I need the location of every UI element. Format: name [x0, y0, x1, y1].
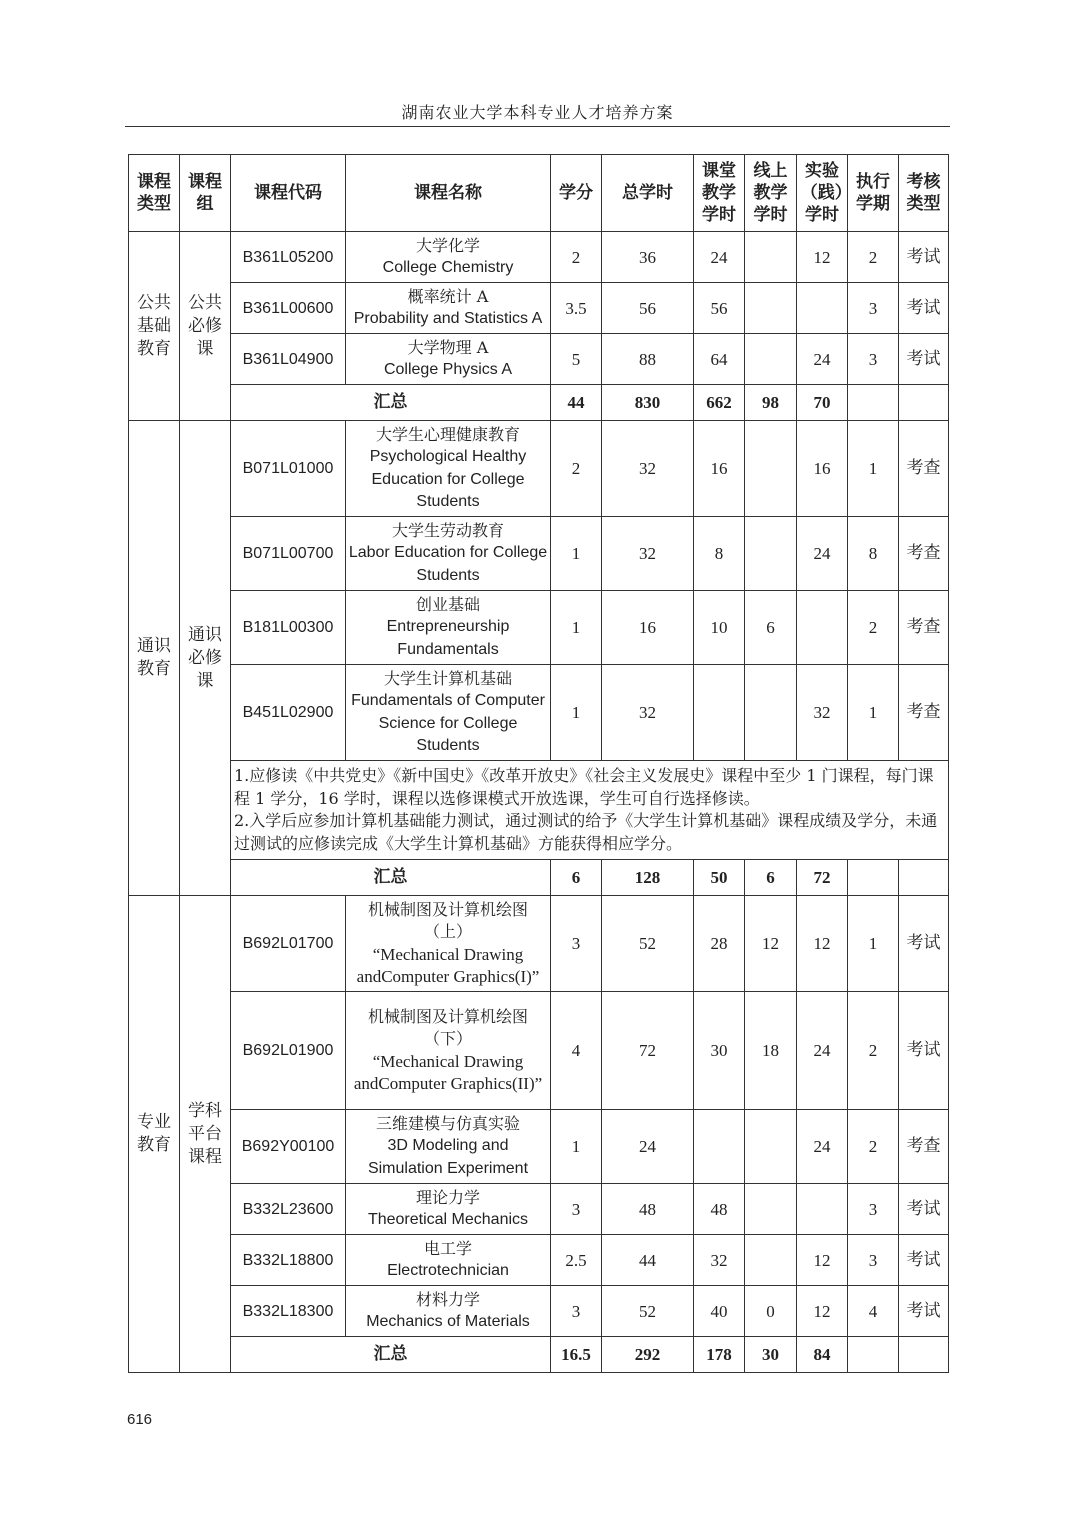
exam-type: 考试 — [899, 1286, 949, 1337]
course-code: B332L18300 — [231, 1286, 346, 1337]
course-name — [346, 334, 551, 385]
table-row — [129, 1235, 949, 1286]
summary-total: 292 — [602, 1337, 694, 1373]
col-total: 总学时 — [602, 155, 694, 232]
course-name — [346, 1110, 551, 1184]
col-classroom: 课堂教学学时 — [694, 155, 745, 232]
course-code: B071L00700 — [231, 517, 346, 591]
summary-online: 98 — [745, 385, 797, 421]
exam-type: 考试 — [899, 1184, 949, 1235]
classroom-hours: 16 — [694, 421, 745, 517]
exam-type: 考查 — [899, 517, 949, 591]
table-row — [129, 992, 949, 1110]
online-hours — [745, 283, 797, 334]
online-hours: 18 — [745, 992, 797, 1110]
exam-type: 考试 — [899, 283, 949, 334]
lab-hours: 32 — [797, 665, 848, 761]
course-name — [346, 421, 551, 517]
term: 3 — [848, 1184, 899, 1235]
lab-hours — [797, 591, 848, 665]
course-name-cn: 材料力学 — [415, 1289, 480, 1309]
summary-row — [129, 860, 949, 896]
online-hours — [745, 517, 797, 591]
credit: 1 — [551, 1110, 602, 1184]
total-hours: 32 — [602, 665, 694, 761]
credit: 1 — [551, 665, 602, 761]
exam-type: 考试 — [899, 1235, 949, 1286]
summary-classroom: 178 — [694, 1337, 745, 1373]
classroom-hours: 10 — [694, 591, 745, 665]
total-hours: 52 — [602, 896, 694, 992]
total-hours: 44 — [602, 1235, 694, 1286]
lab-hours: 12 — [797, 1235, 848, 1286]
course-name-cn: 大学物理 A — [407, 337, 489, 357]
col-name: 课程名称 — [346, 155, 551, 232]
table-row — [129, 1110, 949, 1184]
summary-classroom: 662 — [694, 385, 745, 421]
credit: 5 — [551, 334, 602, 385]
course-name-en: College Chemistry — [382, 259, 514, 276]
credit: 2.5 — [551, 1235, 602, 1286]
course-code: B332L18800 — [231, 1235, 346, 1286]
course-name-cn: 大学生计算机基础 — [383, 668, 512, 688]
course-name-en: “Mechanical Drawing andComputer Graphics(I)” — [356, 944, 540, 986]
course-code: B361L05200 — [231, 232, 346, 283]
course-name-en: Theoretical Mechanics — [367, 1211, 529, 1228]
course-name — [346, 283, 551, 334]
course-name-en: Labor Education for College Students — [348, 544, 548, 584]
course-name-en: Electrotechnician — [387, 1262, 509, 1279]
credit: 3 — [551, 1184, 602, 1235]
classroom-hours: 32 — [694, 1235, 745, 1286]
total-hours: 48 — [602, 1184, 694, 1235]
course-name-en: Mechanics of Materials — [366, 1313, 530, 1330]
course-name-en: Probability and Statistics A — [353, 310, 543, 327]
classroom-hours: 28 — [694, 896, 745, 992]
online-hours — [745, 665, 797, 761]
course-name-en: Entrepreneurship Fundamentals — [386, 618, 510, 658]
col-term: 执行学期 — [848, 155, 899, 232]
section-group: 学科平台课程 — [180, 896, 231, 1373]
classroom-hours: 30 — [694, 992, 745, 1110]
exam-type: 考查 — [899, 591, 949, 665]
classroom-hours: 64 — [694, 334, 745, 385]
table-row — [129, 517, 949, 591]
section-type: 通识教育 — [129, 421, 180, 896]
term: 3 — [848, 283, 899, 334]
term: 8 — [848, 517, 899, 591]
course-code: B692Y00100 — [231, 1110, 346, 1184]
course-name-en: Psychological Healthy Education for College Students — [369, 448, 527, 510]
lab-hours: 24 — [797, 992, 848, 1110]
lab-hours: 24 — [797, 517, 848, 591]
lab-hours — [797, 1184, 848, 1235]
term: 2 — [848, 232, 899, 283]
note-line: 1.应修读《中共党史》《新中国史》《改革开放史》《社会主义发展史》课程中至少 1 门课程，每门课程 1 学分，16 学时，课程以选修课模式开放选课，学生可自行选择修读。 — [234, 766, 934, 808]
col-lab: 实验（践）学时 — [797, 155, 848, 232]
lab-hours: 12 — [797, 1286, 848, 1337]
credit: 1 — [551, 517, 602, 591]
page-header: 湖南农业大学本科专业人才培养方案 — [401, 103, 674, 122]
online-hours — [745, 334, 797, 385]
term: 2 — [848, 1110, 899, 1184]
note-line: 2.入学后应参加计算机基础能力测试，通过测试的给予《大学生计算机基础》课程成绩及学分，未通过测试的应修读完成《大学生计算机基础》方能获得相应学分。 — [234, 811, 938, 853]
summary-credit: 44 — [551, 385, 602, 421]
term: 3 — [848, 334, 899, 385]
course-name — [346, 232, 551, 283]
credit: 1 — [551, 591, 602, 665]
table-row — [129, 896, 949, 992]
course-name-cn: 创业基础 — [415, 594, 480, 614]
summary-lab: 70 — [797, 385, 848, 421]
col-group: 课程组 — [180, 155, 231, 232]
exam-type: 考试 — [899, 334, 949, 385]
summary-lab: 72 — [797, 860, 848, 896]
course-code: B361L00600 — [231, 283, 346, 334]
total-hours: 32 — [602, 517, 694, 591]
course-name-cn: 电工学 — [423, 1238, 472, 1258]
summary-label: 汇总 — [231, 860, 551, 896]
course-code: B451L02900 — [231, 665, 346, 761]
exam-type: 考试 — [899, 232, 949, 283]
col-exam: 考核类型 — [899, 155, 949, 232]
summary-row — [129, 385, 949, 421]
course-name — [346, 1286, 551, 1337]
col-type: 课程类型 — [129, 155, 180, 232]
table-row — [129, 591, 949, 665]
course-name-en: “Mechanical Drawing andComputer Graphics(II)” — [353, 1051, 543, 1093]
term: 2 — [848, 591, 899, 665]
summary-online: 6 — [745, 860, 797, 896]
summary-lab: 84 — [797, 1337, 848, 1373]
note-row — [129, 761, 949, 860]
classroom-hours: 56 — [694, 283, 745, 334]
classroom-hours: 40 — [694, 1286, 745, 1337]
total-hours: 16 — [602, 591, 694, 665]
course-name-cn: 概率统计 A — [407, 286, 489, 306]
online-hours — [745, 1110, 797, 1184]
course-name-cn: 三维建模与仿真实验 — [375, 1113, 520, 1133]
course-name — [346, 1184, 551, 1235]
course-name — [346, 517, 551, 591]
exam-type: 考查 — [899, 1110, 949, 1184]
exam-type: 考试 — [899, 896, 949, 992]
table-row — [129, 232, 949, 283]
lab-hours: 24 — [797, 1110, 848, 1184]
classroom-hours: 48 — [694, 1184, 745, 1235]
total-hours: 52 — [602, 1286, 694, 1337]
table-row — [129, 283, 949, 334]
term: 1 — [848, 665, 899, 761]
total-hours: 72 — [602, 992, 694, 1110]
summary-classroom: 50 — [694, 860, 745, 896]
table-header-row — [129, 155, 949, 232]
total-hours: 56 — [602, 283, 694, 334]
summary-credit: 6 — [551, 860, 602, 896]
online-hours — [745, 1184, 797, 1235]
credit: 3 — [551, 1286, 602, 1337]
course-name-cn: 大学化学 — [415, 235, 480, 255]
total-hours: 88 — [602, 334, 694, 385]
online-hours — [745, 232, 797, 283]
online-hours: 0 — [745, 1286, 797, 1337]
course-code: B181L00300 — [231, 591, 346, 665]
col-code: 课程代码 — [231, 155, 346, 232]
classroom-hours: 24 — [694, 232, 745, 283]
total-hours: 24 — [602, 1110, 694, 1184]
course-name-en: College Physics A — [383, 361, 513, 378]
term: 2 — [848, 992, 899, 1110]
summary-label: 汇总 — [231, 385, 551, 421]
course-name — [346, 1235, 551, 1286]
total-hours: 32 — [602, 421, 694, 517]
lab-hours: 16 — [797, 421, 848, 517]
course-name-cn: 机械制图及计算机绘图（上） — [367, 899, 528, 941]
total-hours: 36 — [602, 232, 694, 283]
term: 1 — [848, 421, 899, 517]
course-name — [346, 992, 551, 1110]
online-hours — [745, 1235, 797, 1286]
course-code: B071L01000 — [231, 421, 346, 517]
section-group: 公共必修课 — [180, 232, 231, 421]
summary-row — [129, 1337, 949, 1373]
course-name-en: 3D Modeling and Simulation Experiment — [367, 1137, 529, 1177]
online-hours — [745, 421, 797, 517]
course-name — [346, 896, 551, 992]
course-name-en: Fundamentals of Computer Science for College Students — [351, 692, 545, 754]
exam-type: 考查 — [899, 665, 949, 761]
classroom-hours: 8 — [694, 517, 745, 591]
course-table — [128, 154, 949, 1373]
term: 3 — [848, 1235, 899, 1286]
course-code: B361L04900 — [231, 334, 346, 385]
classroom-hours — [694, 665, 745, 761]
course-code: B692L01700 — [231, 896, 346, 992]
table-row — [129, 1184, 949, 1235]
table-row — [129, 334, 949, 385]
credit: 4 — [551, 992, 602, 1110]
course-name-cn: 理论力学 — [415, 1187, 480, 1207]
course-name-cn: 大学生心理健康教育 — [375, 424, 520, 444]
table-row — [129, 1286, 949, 1337]
course-name — [346, 591, 551, 665]
exam-type: 考查 — [899, 421, 949, 517]
col-online: 线上教学学时 — [745, 155, 797, 232]
summary-total: 830 — [602, 385, 694, 421]
lab-hours: 12 — [797, 232, 848, 283]
classroom-hours — [694, 1110, 745, 1184]
lab-hours: 12 — [797, 896, 848, 992]
summary-online: 30 — [745, 1337, 797, 1373]
section-group: 通识必修课 — [180, 421, 231, 896]
lab-hours — [797, 283, 848, 334]
credit: 2 — [551, 232, 602, 283]
header-rule — [125, 126, 950, 127]
online-hours: 6 — [745, 591, 797, 665]
credit: 2 — [551, 421, 602, 517]
online-hours: 12 — [745, 896, 797, 992]
credit: 3 — [551, 896, 602, 992]
exam-type: 考试 — [899, 992, 949, 1110]
credit: 3.5 — [551, 283, 602, 334]
table-row — [129, 421, 949, 517]
term: 1 — [848, 896, 899, 992]
summary-label: 汇总 — [231, 1337, 551, 1373]
summary-total: 128 — [602, 860, 694, 896]
course-name-cn: 大学生劳动教育 — [391, 520, 504, 540]
table-row — [129, 665, 949, 761]
section-note — [231, 761, 949, 860]
term: 4 — [848, 1286, 899, 1337]
course-code: B692L01900 — [231, 992, 346, 1110]
course-name-cn: 机械制图及计算机绘图（下） — [367, 1006, 528, 1048]
course-code: B332L23600 — [231, 1184, 346, 1235]
summary-credit: 16.5 — [551, 1337, 602, 1373]
page-number: 616 — [127, 1411, 153, 1428]
lab-hours: 24 — [797, 334, 848, 385]
col-credit: 学分 — [551, 155, 602, 232]
section-type: 专业教育 — [129, 896, 180, 1373]
course-name — [346, 665, 551, 761]
section-type: 公共基础教育 — [129, 232, 180, 421]
